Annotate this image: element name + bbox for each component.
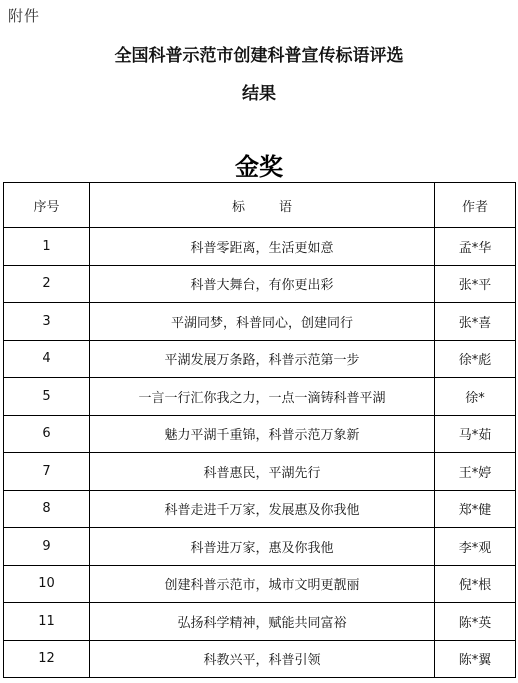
table-row [4,640,516,678]
row-number: 10 [4,565,90,603]
row-slogan: 魅力平湖千重锦，科普示范万象新 [90,415,435,453]
row-number: 6 [4,415,90,453]
document-title-line2: 结果 [242,84,276,104]
row-author: 徐*彪 [435,340,516,378]
header-slogan-char1: 标 [231,199,245,215]
row-author: 陈*英 [435,603,516,641]
attachment-label: 附件 [8,7,41,25]
table-row [4,490,516,528]
table-header-row [4,183,516,228]
row-author: 孟*华 [435,228,516,266]
row-number: 1 [4,228,90,266]
row-slogan: 科普进万家，惠及你我他 [90,528,435,566]
award-heading: 金奖 [235,152,283,181]
row-author: 郑*健 [435,490,516,528]
results-table [3,182,516,678]
row-number: 7 [4,453,90,491]
table-row [4,453,516,491]
row-slogan: 科普走进千万家，发展惠及你我他 [90,490,435,528]
table-row [4,378,516,416]
table-row [4,265,516,303]
document-title: 全国科普示范市创建科普宣传标语评选 [114,46,404,66]
table-row [4,228,516,266]
row-slogan: 平湖发展万条路，科普示范第一步 [90,340,435,378]
table-row [4,528,516,566]
row-author: 张*喜 [435,303,516,341]
row-slogan: 科教兴平，科普引领 [90,640,435,678]
row-slogan: 创建科普示范市，城市文明更靓丽 [90,565,435,603]
row-number: 9 [4,528,90,566]
row-number: 11 [4,603,90,641]
row-author: 张*平 [435,265,516,303]
table-row [4,565,516,603]
header-author: 作者 [435,183,516,228]
row-slogan: 科普惠民，平湖先行 [90,453,435,491]
row-number: 5 [4,378,90,416]
header-number: 序号 [4,183,90,228]
row-slogan: 科普大舞台，有你更出彩 [90,265,435,303]
row-author: 马*茹 [435,415,516,453]
table-row [4,303,516,341]
row-slogan: 弘扬科学精神，赋能共同富裕 [90,603,435,641]
row-slogan: 平湖同梦，科普同心，创建同行 [90,303,435,341]
row-number: 8 [4,490,90,528]
row-number: 3 [4,303,90,341]
row-author: 徐* [435,378,516,416]
row-slogan: 科普零距离，生活更如意 [90,228,435,266]
table-row [4,415,516,453]
row-number: 2 [4,265,90,303]
row-author: 王*婷 [435,453,516,491]
row-number: 4 [4,340,90,378]
row-slogan: 一言一行汇你我之力，一点一滴铸科普平湖 [90,378,435,416]
table-row [4,603,516,641]
row-author: 李*观 [435,528,516,566]
row-author: 倪*根 [435,565,516,603]
row-author: 陈*翼 [435,640,516,678]
table-row [4,340,516,378]
row-number: 12 [4,640,90,678]
header-slogan-char2: 语 [279,199,293,215]
header-slogan [90,183,435,228]
